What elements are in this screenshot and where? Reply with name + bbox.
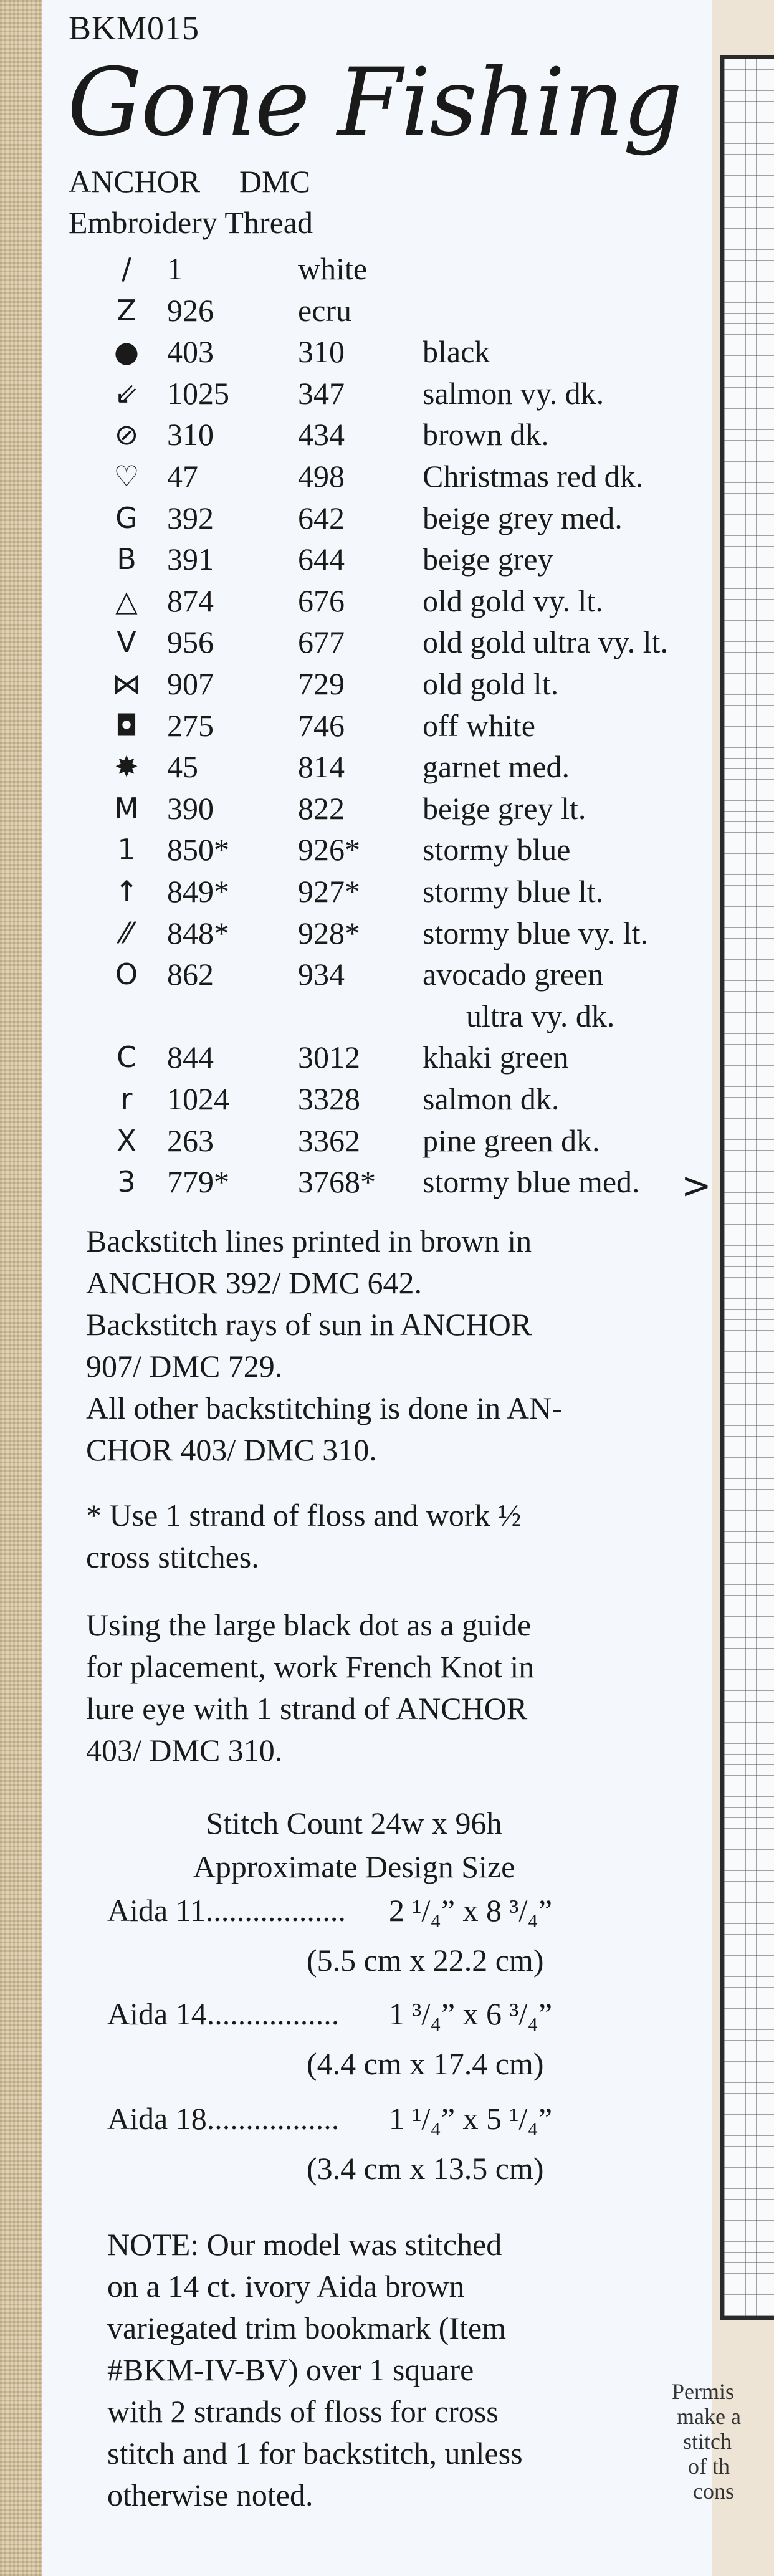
- anchor-number: 907: [167, 666, 214, 701]
- thread-row-continued: [42, 995, 712, 1037]
- anchor-number: 47: [167, 459, 198, 494]
- thread-row: [42, 1120, 712, 1161]
- anchor-number: 1: [167, 251, 183, 286]
- anchor-number: 263: [167, 1123, 214, 1158]
- thread-row: [42, 621, 712, 663]
- anchor-number: 391: [167, 542, 214, 577]
- anchor-number: 926: [167, 292, 214, 328]
- dmc-number: 746: [298, 707, 345, 743]
- color-name: Christmas red dk.: [423, 459, 644, 494]
- slash-symbol-icon: /: [122, 252, 131, 285]
- anchor-column-heading: ANCHOR: [69, 164, 201, 199]
- r-symbol-icon: r: [120, 1082, 133, 1116]
- z-symbol-icon: Z: [117, 293, 136, 327]
- x-symbol-icon: X: [117, 1123, 136, 1157]
- color-name: old gold ultra vy. lt.: [423, 625, 668, 660]
- aida-size-label: Aida 18.................: [107, 2101, 340, 2136]
- color-name: stormy blue med.: [423, 1164, 640, 1200]
- aida-size-label: Aida 14.................: [107, 1996, 340, 2031]
- french-knot-instructions: Using the large black dot as a guide for placement, work French Knot in lure eye with 1 strand of ANCHOR 403/ DMC 310.: [86, 1607, 535, 1768]
- color-name: stormy blue lt.: [423, 874, 604, 909]
- anchor-number: 844: [167, 1040, 214, 1075]
- m-symbol-icon: M: [114, 791, 139, 825]
- permission-line-1: Permis: [672, 2379, 735, 2404]
- backstitch-instructions: Backstitch lines printed in brown in ANCHOR 392/ DMC 642. Backstitch rays of sun in ANCHOR 907/ DMC 729. All other backstitching is done in AN- CHOR 403/ DMC 310.: [86, 1223, 562, 1467]
- burlap-background: [0, 0, 42, 2576]
- anchor-number: 390: [167, 790, 214, 826]
- dmc-number: 3768*: [298, 1164, 376, 1200]
- three-symbol-icon: 3: [117, 1165, 136, 1199]
- thread-row: [42, 912, 712, 954]
- dmc-number: 644: [298, 542, 345, 577]
- color-name: beige grey med.: [423, 500, 623, 535]
- permission-line-2: make a: [677, 2404, 741, 2429]
- v-symbol-icon: V: [117, 625, 136, 659]
- size-inches: 2 ¹/₄” x 8 ³/₄”: [389, 1893, 553, 1928]
- star-burst-symbol-icon: ✸: [114, 750, 139, 784]
- anchor-number: 850*: [167, 832, 229, 868]
- thread-row: [42, 829, 712, 870]
- center-marker-icon: >: [681, 1164, 712, 1207]
- stitch-count: Stitch Count 24w x 96h: [206, 1806, 502, 1841]
- arrow-up-symbol-icon: ↑: [114, 874, 139, 908]
- size-inches: 1 ¹/₄” x 5 ¹/₄”: [389, 2101, 553, 2136]
- dmc-number: 310: [298, 334, 345, 370]
- anchor-number: 874: [167, 583, 214, 618]
- thread-row: [42, 871, 712, 912]
- triangle-symbol-icon: △: [115, 583, 138, 618]
- thread-row: [42, 290, 712, 331]
- anchor-number: 403: [167, 334, 214, 370]
- dmc-number: 434: [298, 417, 345, 452]
- dmc-number: 3012: [298, 1040, 360, 1075]
- color-name: stormy blue vy. lt.: [423, 915, 649, 950]
- size-centimeters: (3.4 cm x 13.5 cm): [307, 2151, 544, 2186]
- size-inches: 1 ³/₄” x 6 ³/₄”: [389, 1996, 553, 2031]
- anchor-number: 392: [167, 500, 214, 535]
- dmc-number: 928*: [298, 915, 360, 950]
- color-name: old gold vy. lt.: [423, 583, 603, 618]
- color-name: old gold lt.: [423, 666, 559, 701]
- aida-size-label: Aida 11..................: [107, 1893, 346, 1928]
- dmc-number: 642: [298, 500, 345, 535]
- permission-line-5: cons: [693, 2479, 734, 2504]
- color-name: pine green dk.: [423, 1123, 600, 1158]
- thread-heading: Embroidery Thread: [69, 205, 313, 240]
- thread-row: [42, 663, 712, 704]
- color-name: salmon dk.: [423, 1081, 560, 1116]
- anchor-number: 779*: [167, 1164, 229, 1200]
- dmc-column-heading: DMC: [239, 164, 310, 199]
- dmc-number: 729: [298, 666, 345, 701]
- color-name: khaki green: [423, 1040, 569, 1075]
- color-name-continued: ultra vy. dk.: [466, 998, 615, 1033]
- anchor-number: 862: [167, 957, 214, 992]
- thread-row: [42, 1161, 712, 1202]
- dmc-number: 822: [298, 790, 345, 826]
- permission-line-4: of th: [688, 2454, 730, 2479]
- dmc-number: 498: [298, 459, 345, 494]
- anchor-number: 849*: [167, 874, 229, 909]
- dmc-number: 676: [298, 583, 345, 618]
- dmc-number: 3328: [298, 1081, 360, 1116]
- double-slash-symbol-icon: ⁄⁄: [122, 916, 131, 950]
- c-symbol-icon: C: [116, 1040, 137, 1075]
- color-name: brown dk.: [423, 417, 549, 452]
- g-symbol-icon: G: [115, 500, 138, 535]
- color-name: black: [423, 334, 490, 370]
- color-name: stormy blue: [423, 832, 571, 868]
- dmc-number: 814: [298, 749, 345, 785]
- dmc-number: 927*: [298, 874, 360, 909]
- thread-row: [42, 456, 712, 497]
- color-name: salmon vy. dk.: [423, 375, 604, 411]
- anchor-number: 45: [167, 749, 198, 785]
- dmc-number: white: [298, 251, 368, 286]
- pattern-code: BKM015: [69, 9, 200, 47]
- thread-row: [42, 1037, 712, 1078]
- thread-row: [42, 248, 712, 289]
- size-centimeters: (4.4 cm x 17.4 cm): [307, 2046, 544, 2081]
- thread-row: [42, 539, 712, 580]
- thread-row: [42, 954, 712, 995]
- pattern-sheet: [42, 0, 741, 2576]
- anchor-number: 956: [167, 625, 214, 660]
- thread-row: [42, 746, 712, 787]
- permission-line-3: stitch: [683, 2429, 732, 2454]
- dmc-number: 926*: [298, 832, 360, 868]
- dmc-number: 347: [298, 375, 345, 411]
- thread-row: [42, 331, 712, 372]
- color-name: beige grey lt.: [423, 790, 586, 826]
- thread-row: [42, 414, 712, 455]
- color-name: garnet med.: [423, 749, 570, 785]
- thread-row: [42, 705, 712, 746]
- circle-slash-symbol-icon: ⊘: [114, 418, 139, 452]
- anchor-number: 310: [167, 417, 214, 452]
- color-name: off white: [423, 707, 535, 743]
- size-centimeters: (5.5 cm x 22.2 cm): [307, 1943, 544, 1978]
- heart-symbol-icon: ♡: [113, 459, 140, 493]
- anchor-number: 1025: [167, 375, 229, 411]
- color-name: avocado green: [423, 957, 604, 992]
- small-square-symbol-icon: ◘: [115, 708, 138, 742]
- dmc-number: 934: [298, 957, 345, 992]
- thread-row: [42, 373, 712, 414]
- anchor-number: 1024: [167, 1081, 229, 1116]
- design-size-heading: Approximate Design Size: [193, 1849, 515, 1884]
- thread-row: [42, 497, 712, 539]
- thread-row: [42, 1078, 712, 1119]
- b-symbol-icon: B: [117, 542, 136, 577]
- half-cross-note: * Use 1 strand of floss and work ½ cross stitches.: [86, 1498, 522, 1574]
- bowtie-symbol-icon: ⋈: [112, 667, 141, 701]
- pattern-title: Gone Fishing: [67, 49, 682, 157]
- color-name: beige grey: [423, 542, 553, 577]
- anchor-number: 275: [167, 707, 214, 743]
- arrow-down-left-symbol-icon: ⇙: [114, 376, 139, 410]
- filled-dot-symbol-icon: ●: [113, 335, 140, 369]
- dmc-number: 3362: [298, 1123, 360, 1158]
- anchor-number: 848*: [167, 915, 229, 950]
- o-symbol-icon: O: [115, 957, 138, 992]
- one-symbol-icon: 1: [117, 833, 136, 867]
- dmc-number: 677: [298, 625, 345, 660]
- model-note: NOTE: Our model was stitched on a 14 ct. ivory Aida brown variegated trim bookmark (Item #BKM-IV-BV) over 1 square with 2 strands of floss for cross stitch and 1 for backstitch, unless otherwise noted.: [107, 2227, 523, 2512]
- thread-row: [42, 580, 712, 621]
- stitch-chart-grid: [720, 55, 774, 2320]
- dmc-number: ecru: [298, 292, 352, 328]
- thread-row: [42, 788, 712, 829]
